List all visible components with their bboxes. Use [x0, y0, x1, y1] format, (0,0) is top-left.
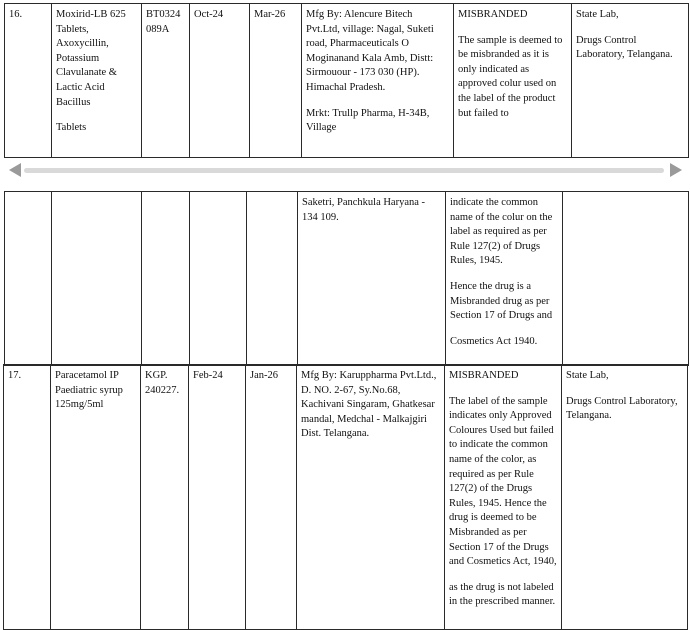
manufacturer-cell: Saketri, Panchkula Haryana - 134 109.	[298, 192, 446, 366]
table-top	[4, 3, 689, 158]
drug-name-cell	[52, 192, 142, 366]
manufacturer-cell: Mfg By: Karuppharma Pvt.Ltd., D. NO. 2-67, Sy.No.68, Kachivani Singaram, Ghatkesar mandal, Medchal - Malkajgiri Dist. Telangana.	[297, 365, 445, 630]
drug-name-cell: Paracetamol IP Paediatric syrup 125mg/5ml	[51, 365, 141, 630]
table-row	[5, 4, 689, 158]
exp-date-cell	[247, 192, 298, 366]
exp-date-cell: Jan-26	[246, 365, 297, 630]
table-continuation	[4, 191, 689, 366]
manufacturer-cell: Mfg By: Alencure Bitech Pvt.Ltd, village: Nagal, Suketi road, Pharmaceuticals O Moginanand Kala Amb, Distt: Sirmouour - 173 030 (HP). Himachal Pradesh. Mrkt: Trullp Pharma, H-34B, Village	[302, 4, 454, 158]
scroll-right-arrow-icon[interactable]	[670, 163, 682, 177]
reason-cell: MISBRANDED The sample is deemed to be misbranded as it is only indicated as approved colur used on the label of the product but failed to	[454, 4, 572, 158]
mfg-date-cell: Feb-24	[189, 365, 246, 630]
table-row	[4, 365, 688, 630]
serial-cell: 16.	[5, 4, 52, 158]
scrollbar-track[interactable]	[24, 168, 664, 173]
serial-cell: 17.	[4, 365, 51, 630]
drug-name-cell: Moxirid-LB 625 Tablets, Axoxycillin, Potassium Clavulanate & Lactic Acid Bacillus Tablets	[52, 4, 142, 158]
batch-cell: KGP. 240227.	[141, 365, 189, 630]
batch-cell: BT0324 089A	[142, 4, 190, 158]
exp-date-cell: Mar-26	[250, 4, 302, 158]
horizontal-scrollbar[interactable]	[0, 159, 690, 181]
reason-cell: MISBRANDED The label of the sample indicates only Approved Coloures Used but failed to indicate the common name of the color, as required as per Rule 127(2) of the Drugs Rules, 1945. Hence the drug is deemed to be Misbranded as per Section 17 of the Drugs and Cosmetics Act, 1940, as the drug is not labeled in the prescribed manner.	[445, 365, 562, 630]
table-row-17	[3, 364, 688, 630]
lab-cell: State Lab, Drugs Control Laboratory, Telangana.	[572, 4, 689, 158]
serial-cell	[5, 192, 52, 366]
reason-cell: indicate the common name of the colur on the label as required as per Rule 127(2) of Drugs Rules, 1945. Hence the drug is a Misbranded drug as per Section 17 of Drugs and Cosmetics Act 1940.	[446, 192, 563, 366]
mfg-date-cell	[190, 192, 247, 366]
batch-cell	[142, 192, 190, 366]
table-row	[5, 192, 689, 366]
scroll-left-arrow-icon[interactable]	[9, 163, 21, 177]
lab-cell: State Lab, Drugs Control Laboratory, Telangana.	[562, 365, 688, 630]
mfg-date-cell: Oct-24	[190, 4, 250, 158]
lab-cell	[563, 192, 689, 366]
